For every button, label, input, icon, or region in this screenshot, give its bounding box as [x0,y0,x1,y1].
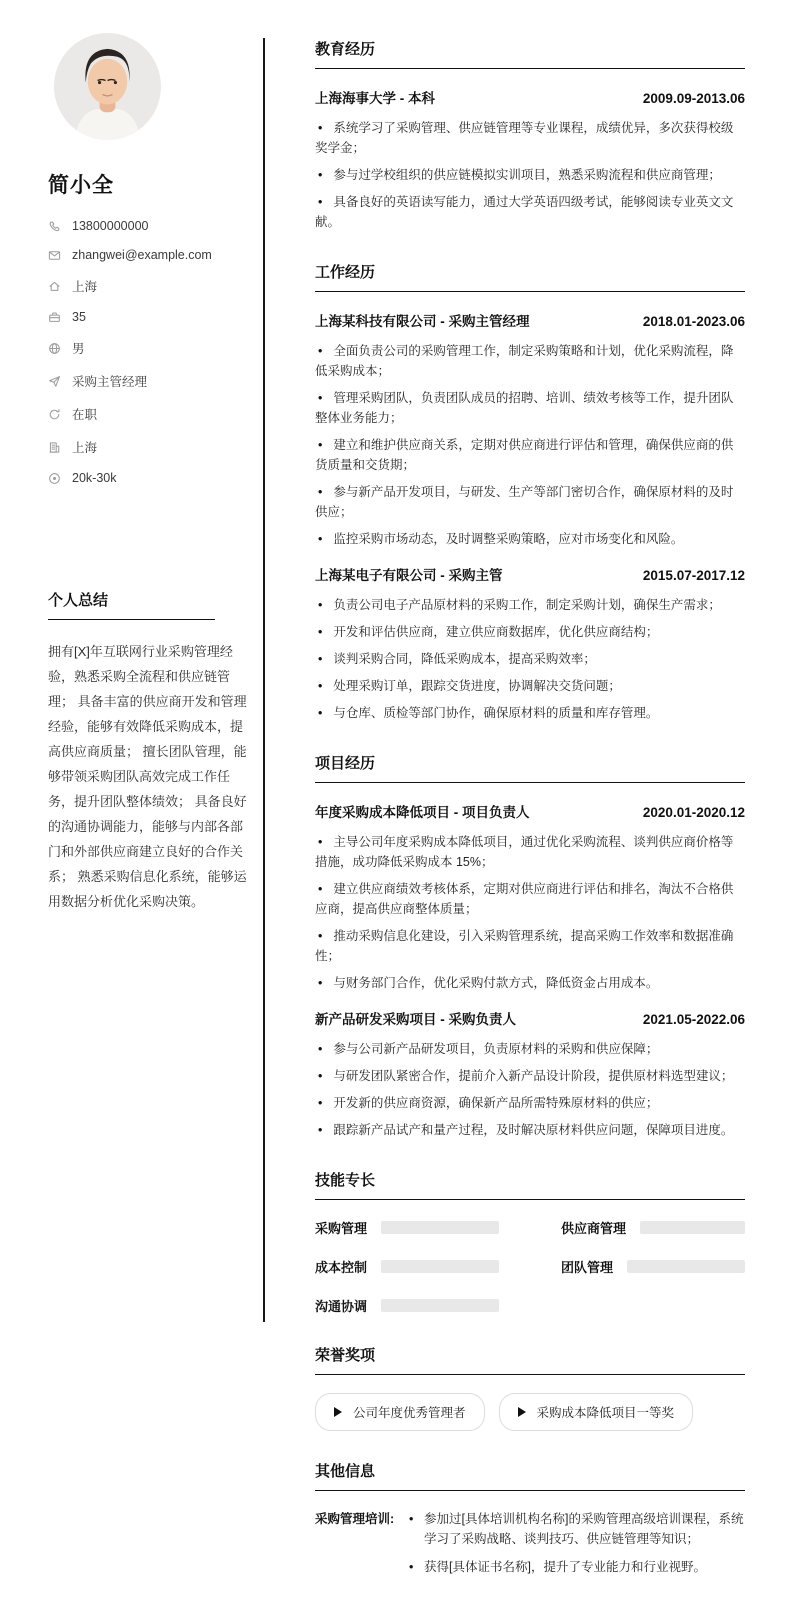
skills-grid [315,1218,745,1315]
target-icon [48,472,61,485]
bullet-item: • 参与过学校组织的供应链模拟实训项目，熟悉采购流程和供应商管理； [315,165,745,185]
skill-row [561,1257,745,1276]
entry-date: 2009.09-2013.06 [642,91,745,106]
bullet-item: • 开发新的供应商资源，确保新产品所需特殊原材料的供应； [315,1093,745,1113]
entry-title: 新产品研发采购项目 - 采购负责人 [315,1012,516,1027]
skill-label: 采购管理 [315,1221,368,1236]
skill-row [315,1218,499,1237]
section-education [315,38,745,232]
sidebar [0,0,264,914]
skill-label: 沟通协调 [315,1299,368,1314]
bullet-list [315,341,745,549]
section-title: 技能专长 [315,1169,745,1200]
bullet-item: • 跟踪新产品试产和量产过程，及时解决原材料供应问题，保障项目进度。 [315,1120,745,1140]
bullet-item: • 开发和评估供应商，建立供应商数据库，优化供应商结构； [315,622,745,642]
work-entry [315,564,745,723]
bullet-item: • 与研发团队紧密合作，提前介入新产品设计阶段，提供原材料选型建议； [315,1066,745,1086]
contact-status [48,405,250,423]
contact-gender-value: 男 [72,342,85,356]
section-projects [315,752,745,1140]
bullet-item: • 谈判采购合同，降低采购成本，提高采购效率； [315,649,745,669]
skill-bar [640,1221,745,1234]
honor-badge [315,1393,485,1431]
entry-title: 上海某科技有限公司 - 采购主管经理 [315,314,530,329]
bullet-item: • 具备良好的英语读写能力，通过大学英语四级考试，能够阅读专业英文文献。 [315,192,745,232]
person-name: 简小全 [48,174,114,197]
paper-plane-icon [48,375,61,388]
other-info-row [315,1509,745,1585]
contact-status-value: 在职 [72,408,98,422]
section-work [315,261,745,723]
skill-row [561,1218,745,1237]
skill-bar [627,1260,745,1273]
skill-bar [381,1299,499,1312]
summary-text: 拥有[X]年互联网行业采购管理经验，熟悉采购全流程和供应链管理； 具备丰富的供应商开发和管理经验，能够有效降低采购成本，提高供应商质量； 擅长团队管理，能够带领采购团队高效完成工作任务，提升团队整体绩效； 具备良好的沟通协调能力，能够与内部各部门和外部供应商建立良好的合作关系； 熟悉采购信息化系统，能够运用数据分析优化采购决策。 [48,644,247,909]
contact-age [48,310,250,324]
skill-label: 供应商管理 [561,1221,627,1236]
contact-city [48,438,250,456]
skill-row [315,1296,499,1315]
section-other [315,1460,745,1585]
other-info-label: 采购管理培训: [315,1512,395,1526]
skill-row [315,1257,499,1276]
contact-location-value: 上海 [72,280,98,294]
bullet-item: • 建立供应商绩效考核体系，定期对供应商进行评估和排名，淘汰不合格供应商，提高供应商整体质量； [315,879,745,919]
bullet-item: • 全面负责公司的采购管理工作，制定采购策略和计划，优化采购流程，降低采购成本； [315,341,745,381]
entry-title: 年度采购成本降低项目 - 项目负责人 [315,805,530,820]
bullet-list [407,1509,745,1585]
bullet-item: • 处理采购订单，跟踪交货进度，协调解决交货问题； [315,676,745,696]
entry-title: 上海某电子有限公司 - 采购主管 [315,568,503,583]
summary-title: 个人总结 [48,589,215,620]
bullet-item: • 参与公司新产品研发项目，负责原材料的采购和供应保障； [315,1039,745,1059]
home-icon [48,280,61,293]
briefcase-icon [48,311,61,324]
bullet-list [315,595,745,723]
project-entry [315,801,745,993]
entry-date: 2015.07-2017.12 [642,568,745,583]
education-entry [315,87,745,232]
contact-job-title [48,372,250,390]
contact-gender [48,339,250,357]
bullet-item: • 参加过[具体培训机构名称]的采购管理高级培训课程，系统学习了采购战略、谈判技巧、供应链管理等知识； [407,1509,745,1549]
gender-icon [48,342,61,355]
bullet-item: • 主导公司年度采购成本降低项目，通过优化采购流程、谈判供应商价格等措施，成功降低采购成本 15%； [315,832,745,872]
bullet-item: • 获得[具体证书名称]，提升了专业能力和行业视野。 [407,1557,745,1577]
bullet-item: • 建立和维护供应商关系，定期对供应商进行评估和管理，确保供应商的供货质量和交货期； [315,435,745,475]
honor-badge-label: 公司年度优秀管理者 [353,1406,466,1420]
section-title: 荣誉奖项 [315,1344,745,1375]
play-icon [518,1407,526,1417]
phone-icon [48,220,61,233]
bullet-item: • 系统学习了采购管理、供应链管理等专业课程，成绩优异，多次获得校级奖学金； [315,118,745,158]
section-title: 其他信息 [315,1460,745,1491]
contact-salary-value: 20k-30k [72,471,117,485]
skill-bar [381,1260,499,1273]
contact-job-title-value: 采购主管经理 [72,375,148,389]
contact-email [48,248,250,262]
contact-location [48,277,250,295]
skill-label: 成本控制 [315,1260,368,1275]
section-title: 项目经历 [315,752,745,783]
contact-email-value: zhangwei@example.com [72,248,212,262]
section-skills [315,1169,745,1315]
skill-label: 团队管理 [561,1260,614,1275]
section-title: 工作经历 [315,261,745,292]
contact-salary [48,471,250,485]
bullet-list [315,1039,745,1140]
bullet-item: • 负责公司电子产品原材料的采购工作，制定采购计划，确保生产需求； [315,595,745,615]
bullet-item: • 监控采购市场动态，及时调整采购策略，应对市场变化和风险。 [315,529,745,549]
skill-bar [381,1221,499,1234]
summary-section [48,589,250,914]
section-title: 教育经历 [315,38,745,69]
contact-city-value: 上海 [72,441,98,455]
entry-date: 2021.05-2022.06 [642,1012,745,1027]
honor-badges [315,1393,745,1431]
bullet-item: • 管理采购团队，负责团队成员的招聘、培训、绩效考核等工作，提升团队整体业务能力； [315,388,745,428]
profile-photo-image [54,33,161,140]
play-icon [334,1407,342,1417]
section-honors [315,1344,745,1431]
bullet-item: • 参与新产品开发项目，与研发、生产等部门密切合作，确保原材料的及时供应； [315,482,745,522]
email-icon [48,249,61,262]
entry-date: 2018.01-2023.06 [642,314,745,329]
main-content [315,38,745,1614]
bullet-list [315,832,745,993]
vertical-divider [263,38,265,1322]
contact-list [48,219,250,485]
honor-badge-label: 采购成本降低项目一等奖 [536,1406,675,1420]
contact-age-value: 35 [72,310,86,324]
entry-date: 2020.01-2020.12 [642,805,745,820]
contact-phone [48,219,250,233]
entry-title: 上海海事大学 - 本科 [315,91,435,106]
bullet-item: • 推动采购信息化建设，引入采购管理系统，提高采购工作效率和数据准确性； [315,926,745,966]
status-icon [48,408,61,421]
bullet-item: • 与仓库、质检等部门协作，确保原材料的质量和库存管理。 [315,703,745,723]
bullet-list [315,118,745,232]
bullet-item: • 与财务部门合作，优化采购付款方式，降低资金占用成本。 [315,973,745,993]
building-icon [48,441,61,454]
work-entry [315,310,745,549]
contact-phone-value: 13800000000 [72,219,149,233]
profile-photo [54,33,161,140]
honor-badge [499,1393,694,1431]
project-entry [315,1008,745,1140]
